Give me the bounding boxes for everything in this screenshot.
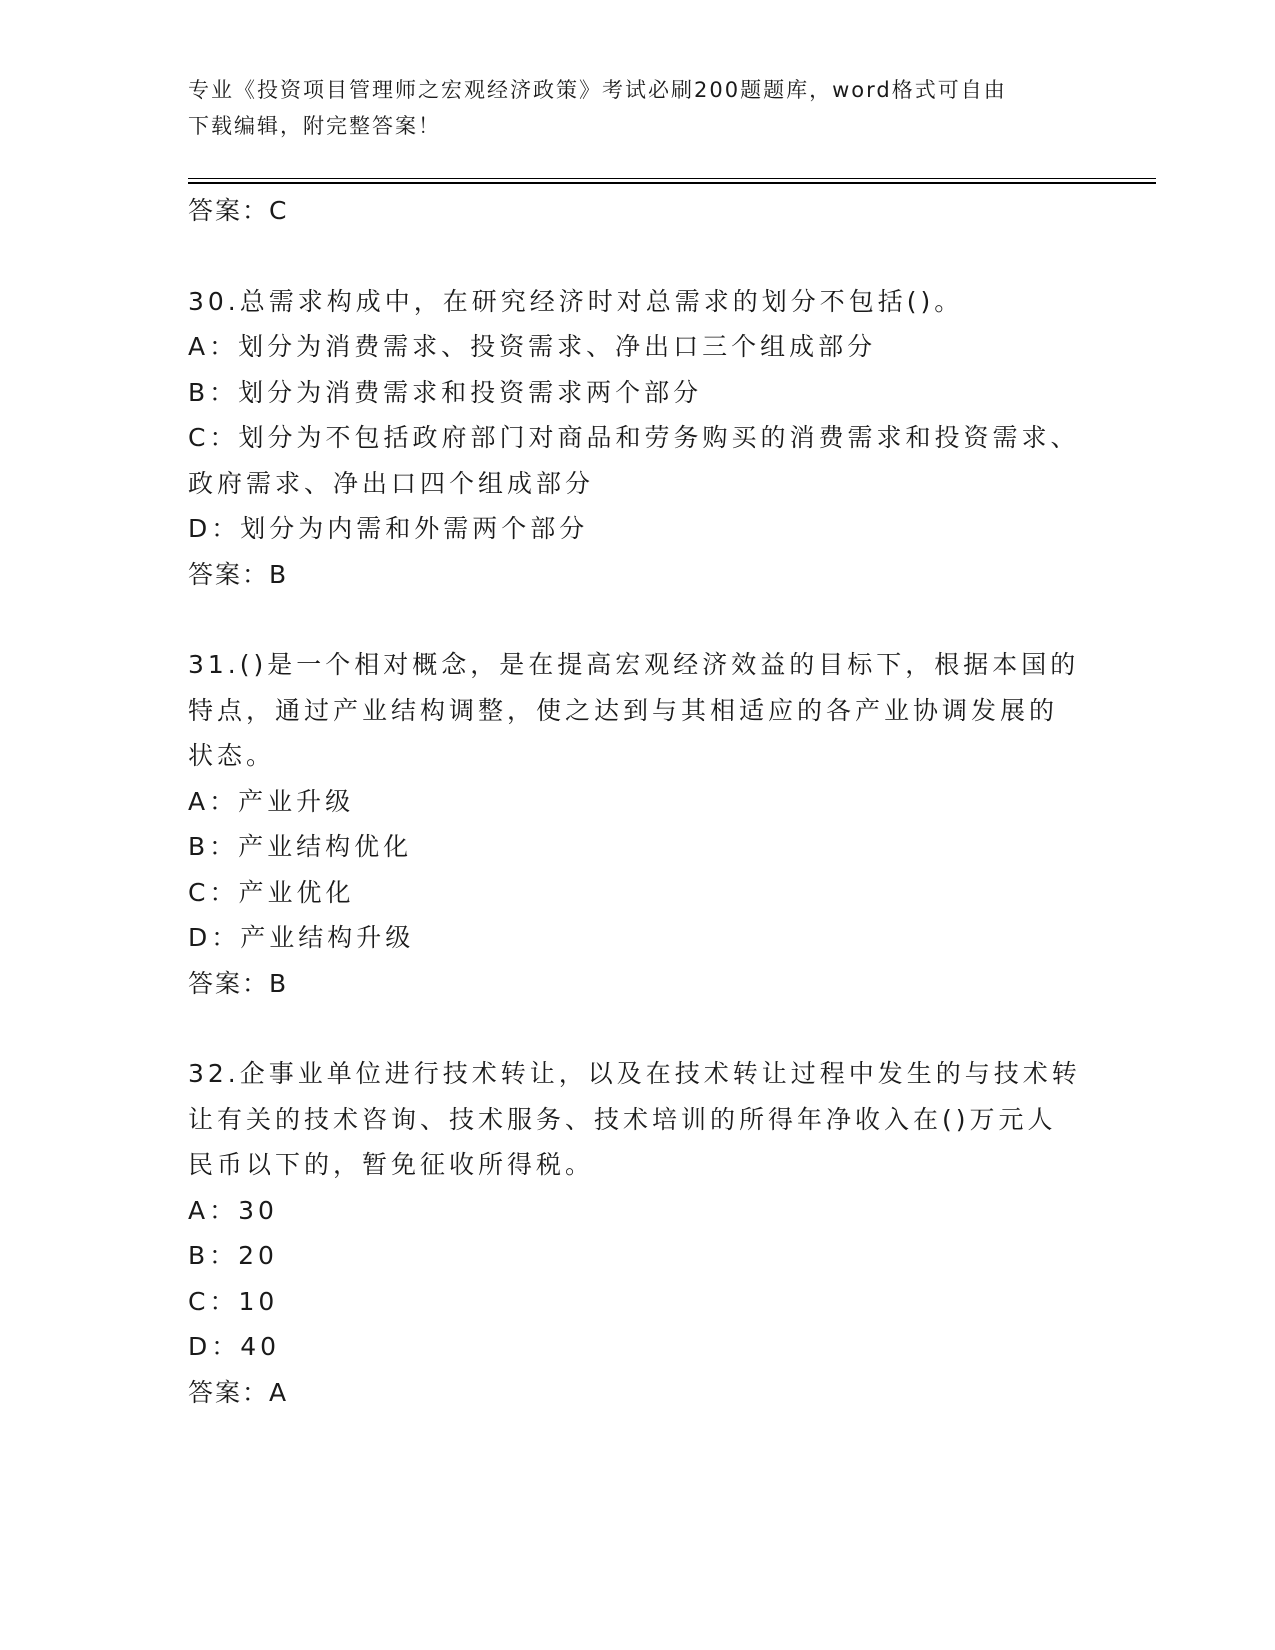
header-line-2: 下载编辑，附完整答案！ — [188, 114, 441, 138]
question-stem: 32.企事业单位进行技术转让，以及在技术转让过程中发生的与技术转 — [188, 1059, 1081, 1088]
option-d: D：产业结构升级 — [188, 923, 415, 952]
question-block — [188, 279, 1088, 598]
header-divider-thin — [188, 178, 1156, 179]
option-c: C：产业优化 — [188, 877, 355, 907]
question-block — [188, 1051, 1088, 1415]
option-b: B：划分为消费需求和投资需求两个部分 — [188, 377, 703, 407]
option-c: C：10 — [188, 1286, 279, 1316]
option-a: A：产业升级 — [188, 786, 355, 816]
document-header — [188, 72, 1068, 144]
option-a: A：30 — [188, 1195, 278, 1225]
option-d: D：40 — [188, 1332, 281, 1361]
option-c: C：划分为不包括政府部门对商品和劳务购买的消费需求和投资需求、 — [188, 423, 1080, 452]
option-b: B：20 — [188, 1241, 278, 1270]
option-b: B：产业结构优化 — [188, 832, 413, 861]
previous-answer: 答案：C — [188, 196, 289, 225]
question-stem: 31.()是一个相对概念，是在提高宏观经济效益的目标下，根据本国的 — [188, 650, 1080, 679]
header-line-1: 专业《投资项目管理师之宏观经济政策》考试必刷200题题库，word格式可自由 — [188, 78, 1007, 102]
answer-label: 答案：A — [188, 1377, 289, 1407]
question-stem-line-2: 特点，通过产业结构调整，使之达到与其相适应的各产业协调发展的 — [188, 695, 1059, 725]
option-d: D：划分为内需和外需两个部分 — [188, 514, 589, 543]
question-stem: 30.总需求构成中，在研究经济时对总需求的划分不包括()。 — [188, 286, 964, 316]
answer-label: 答案：B — [188, 559, 289, 589]
question-stem-line-3: 状态。 — [188, 741, 276, 770]
answer-label: 答案：B — [188, 968, 289, 998]
header-divider-thick — [188, 182, 1156, 184]
question-stem-line-2: 让有关的技术咨询、技术服务、技术培训的所得年净收入在()万元人 — [188, 1104, 1057, 1134]
option-c-continued: 政府需求、净出口四个组成部分 — [188, 468, 595, 498]
question-list — [188, 188, 1088, 1415]
question-block — [188, 642, 1088, 1006]
option-a: A：划分为消费需求、投资需求、净出口三个组成部分 — [188, 332, 877, 361]
question-stem-line-3: 民币以下的，暂免征收所得税。 — [188, 1150, 595, 1179]
